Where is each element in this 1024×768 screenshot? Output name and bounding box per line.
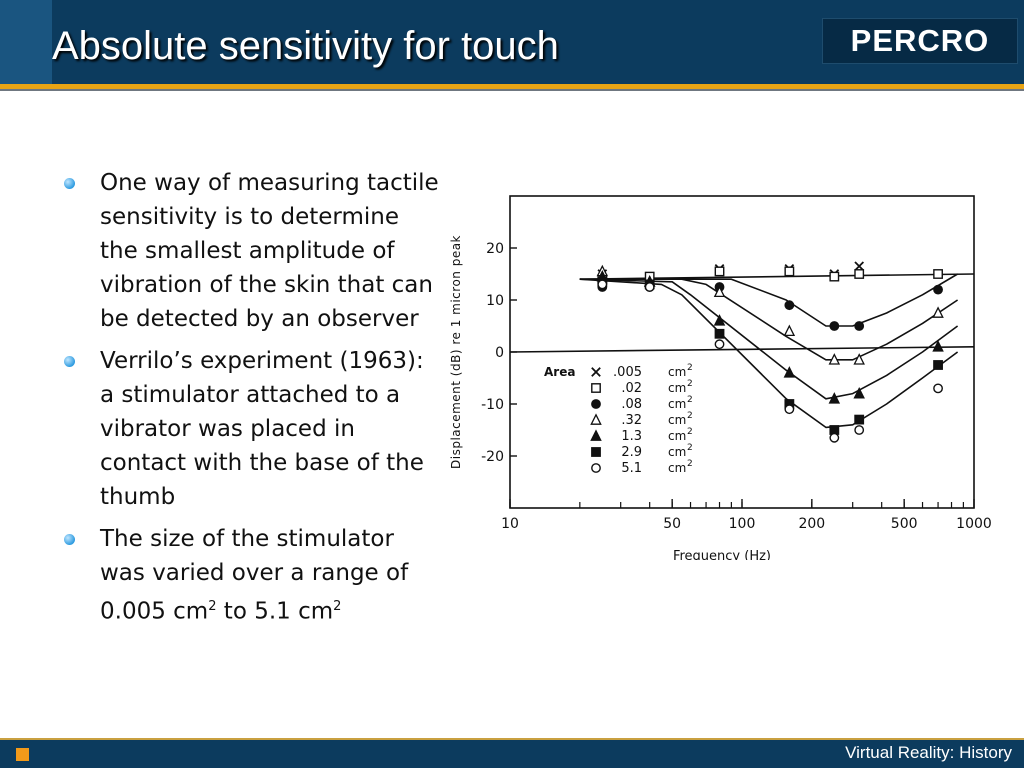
legend-header: Area (544, 365, 576, 379)
bullet-text: One way of measuring tactile sensitivity is to determine the smallest amplitude of vibration of the skin that can be detected by an observer (100, 170, 439, 332)
x-marker (592, 368, 600, 376)
circle-open-marker (934, 384, 942, 392)
header-divider-shadow (0, 89, 1024, 91)
sensitivity-chart (444, 180, 1004, 560)
legend-unit: cm (668, 413, 687, 427)
y-axis-label: Displacement (dB) re 1 micron peak (449, 234, 463, 470)
header-accent (0, 0, 52, 84)
bullet-icon (64, 534, 75, 545)
superscript: 2 (333, 599, 342, 614)
legend-value: .005 (613, 365, 642, 380)
legend-unit-sup: 2 (687, 379, 693, 389)
x-tick-label: 1000 (956, 516, 992, 532)
fitted-curve (510, 347, 974, 352)
logo-text: PERCRO (850, 23, 990, 58)
square-filled-marker (592, 448, 600, 456)
square-open-marker (592, 384, 600, 392)
triangle-open-marker (933, 308, 942, 317)
circle-open-marker (855, 426, 863, 434)
legend-unit-sup: 2 (687, 411, 693, 421)
circle-open-marker (592, 464, 600, 472)
y-tick-label: 20 (486, 241, 504, 257)
x-tick-label: 100 (728, 516, 756, 532)
superscript: 2 (208, 599, 217, 614)
triangle-filled-marker (854, 388, 863, 397)
bullet-icon (64, 178, 75, 189)
legend-unit-sup: 2 (687, 395, 693, 405)
legend-value: 2.9 (621, 445, 642, 460)
bullet-text: Verrilo’s experiment (1963): a stimulator attached to a vibrator was placed in contact with the base of the thumb (100, 348, 424, 510)
circle-filled-marker (785, 301, 793, 309)
x-tick-label: 50 (663, 516, 682, 532)
y-tick-label: -10 (481, 397, 504, 413)
circle-open-marker (598, 280, 606, 288)
legend-unit: cm (668, 397, 687, 411)
legend-value: 5.1 (621, 461, 642, 476)
square-filled-marker (855, 415, 863, 423)
circle-open-marker (785, 405, 793, 413)
bullet-icon (64, 356, 75, 367)
triangle-filled-marker (591, 431, 600, 440)
bullet-text: to 5.1 cm (216, 598, 334, 625)
square-open-marker (934, 270, 942, 278)
x-axis-label: Frequency (Hz) (672, 549, 772, 560)
legend-unit-sup: 2 (687, 427, 693, 437)
circle-open-marker (715, 340, 723, 348)
x-tick-label: 500 (890, 516, 918, 532)
triangle-filled-marker (785, 368, 794, 377)
square-open-marker (855, 270, 863, 278)
x-tick-label: 200 (798, 516, 826, 532)
legend-unit: cm (668, 429, 687, 443)
legend-unit: cm (668, 365, 687, 379)
legend-value: 1.3 (621, 429, 642, 444)
y-tick-label: 0 (495, 345, 504, 361)
square-open-marker (715, 267, 723, 275)
footer-title: Virtual Reality: History (845, 743, 1012, 762)
bullet-item (64, 344, 444, 514)
footer-square-icon (16, 748, 29, 761)
circle-filled-marker (934, 285, 942, 293)
circle-filled-marker (855, 322, 863, 330)
triangle-open-marker (591, 415, 600, 424)
legend-unit: cm (668, 461, 687, 475)
circle-open-marker (645, 283, 653, 291)
legend-value: .08 (621, 397, 642, 412)
bullet-list (64, 166, 444, 637)
legend-unit-sup: 2 (687, 363, 693, 373)
y-tick-label: 10 (486, 293, 504, 309)
footer-bar (0, 738, 1024, 768)
legend-value: .02 (621, 381, 642, 396)
legend-value: .32 (621, 413, 642, 428)
circle-open-marker (830, 434, 838, 442)
bullet-item (64, 166, 444, 336)
y-tick-label: -20 (481, 449, 504, 465)
square-filled-marker (715, 330, 723, 338)
circle-filled-marker (830, 322, 838, 330)
legend-unit-sup: 2 (687, 459, 693, 469)
bullet-text: The size of the stimulator was varied over a range of 0.005 cm (100, 526, 409, 625)
triangle-open-marker (785, 326, 794, 335)
legend-unit: cm (668, 445, 687, 459)
header-bar (0, 0, 1024, 84)
legend-unit-sup: 2 (687, 443, 693, 453)
bullet-item (64, 522, 444, 629)
x-tick-label: 10 (501, 516, 519, 532)
percro-logo (822, 18, 1018, 64)
chart-container (444, 180, 1004, 560)
square-open-marker (785, 267, 793, 275)
circle-filled-marker (592, 400, 600, 408)
fitted-curve (580, 274, 958, 326)
legend-unit: cm (668, 381, 687, 395)
slide-title: Absolute sensitivity for touch (52, 24, 559, 68)
square-filled-marker (934, 361, 942, 369)
square-open-marker (830, 272, 838, 280)
